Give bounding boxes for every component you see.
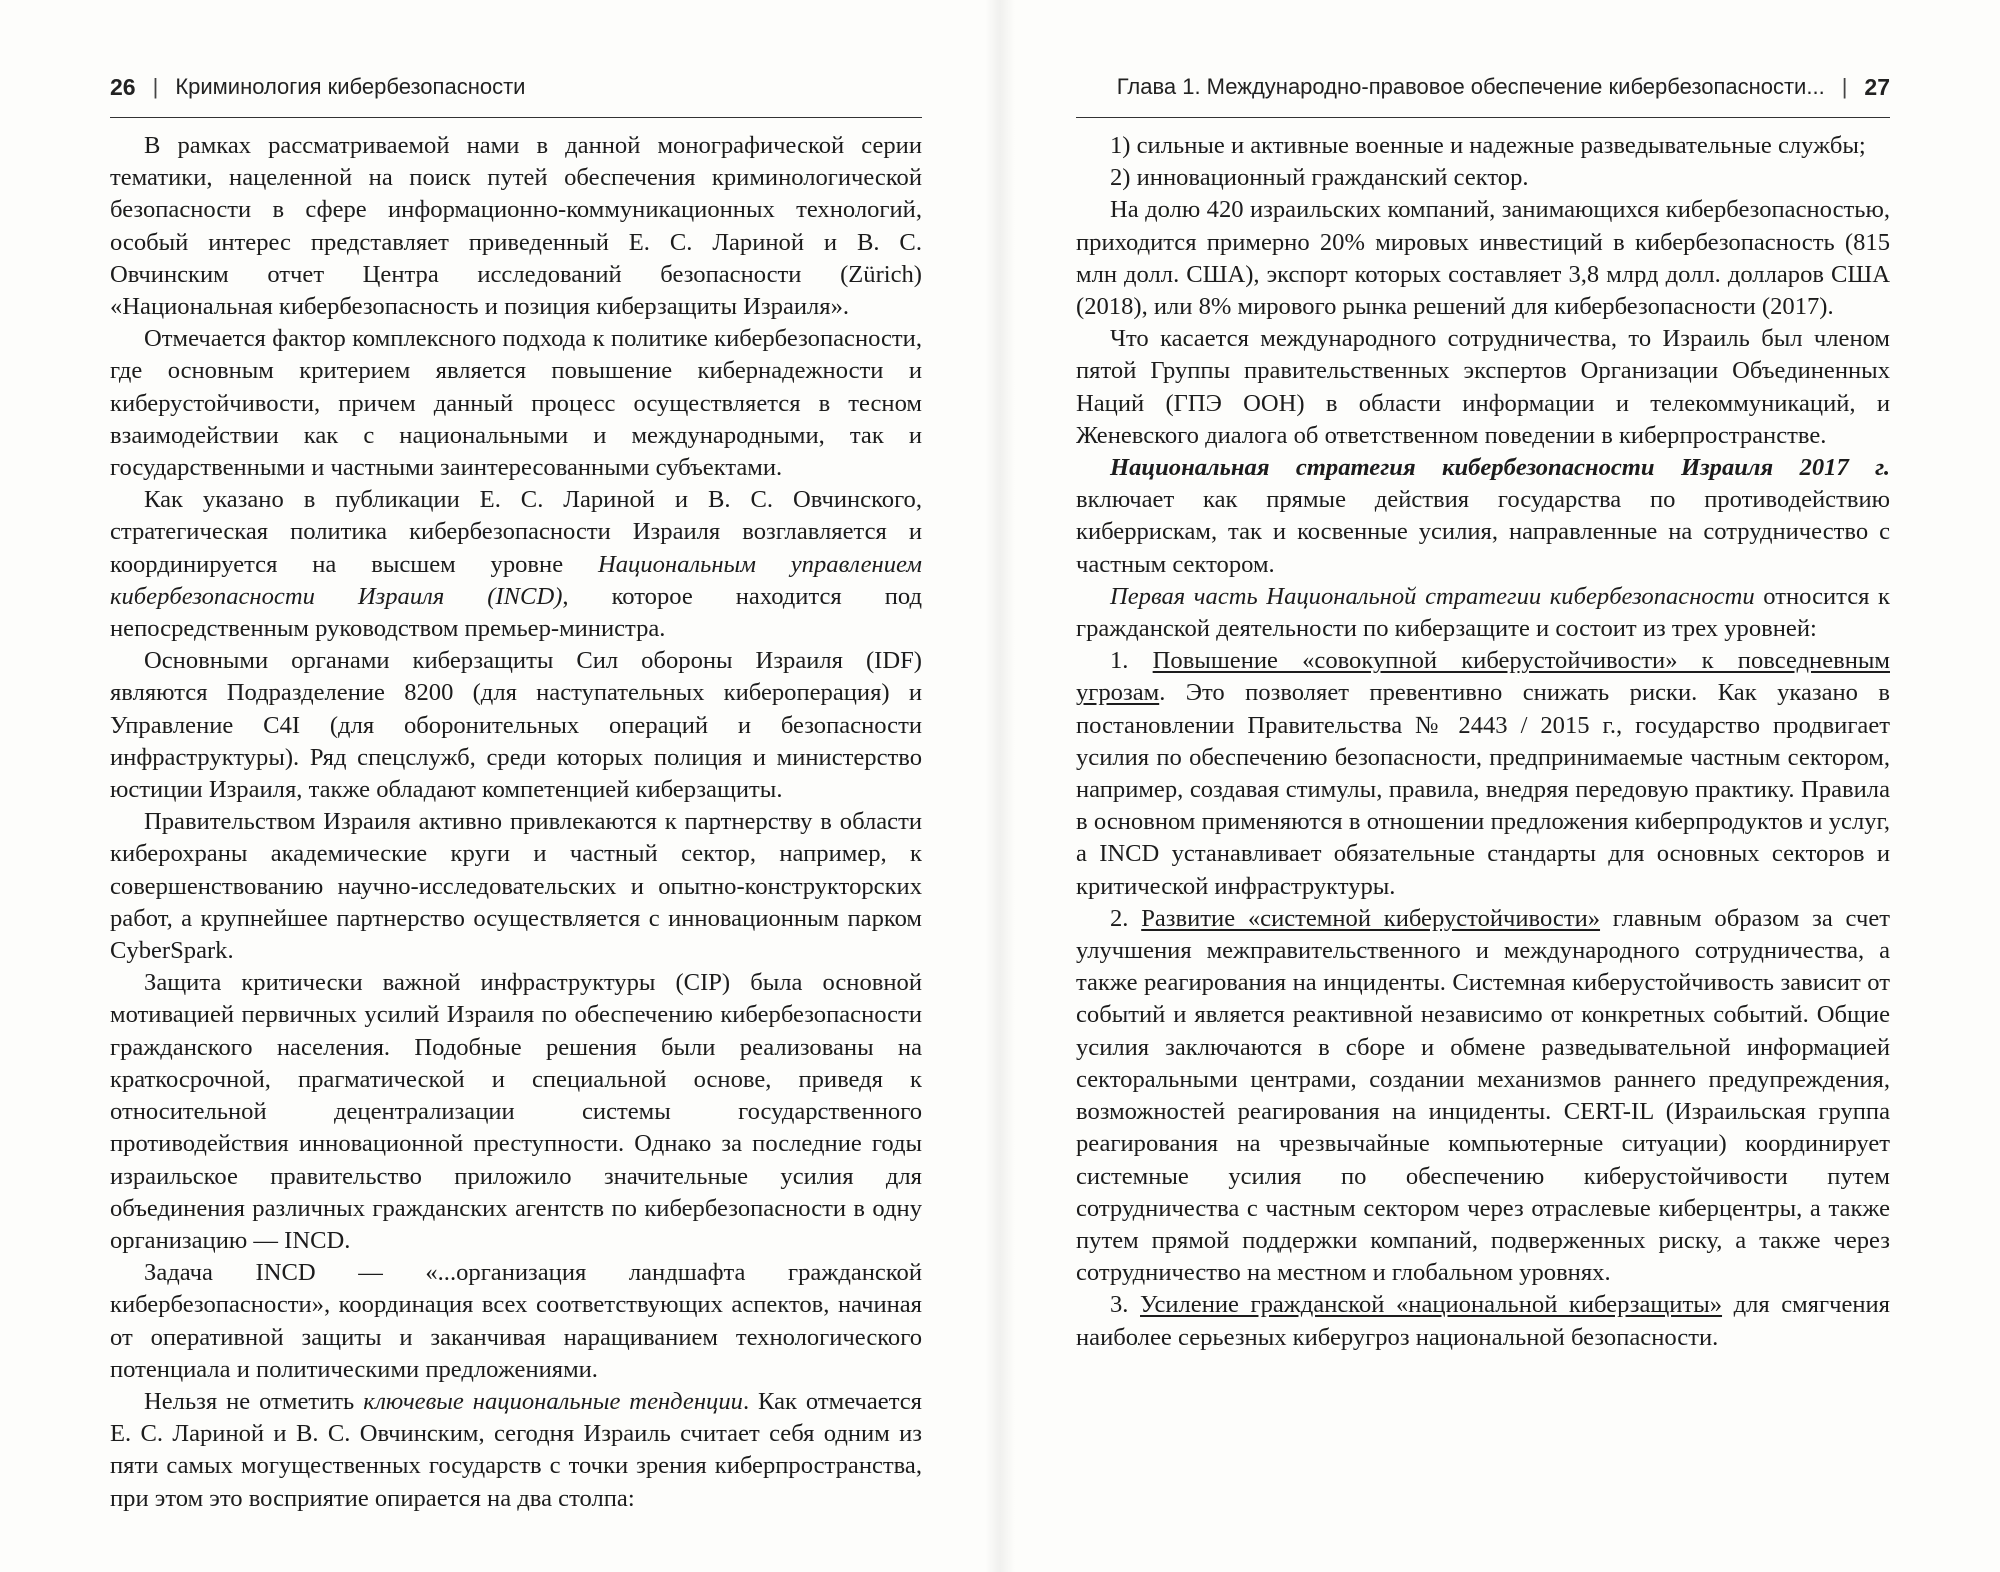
paragraph: Правительством Израиля активно привлекаются к партнерству в области киберохраны академические круги и частный сектор, например, к совершенствованию научно-исследовательских и опытно-конструкторских работ, а крупнейшее партнерство осуществляется с инновационным парком CyberSpark. (110, 808, 922, 965)
text-run: Как указано в публикации Е. С. Лариной и В. С. Овчинского, стратегическая политика кибербезопасности Израиля возглавляется и координируется на высшем уровне (110, 486, 922, 578)
underlined-term: Развитие «системной киберустойчивости» (1141, 904, 1601, 932)
italic-term: ключевые национальные тенденции (363, 1387, 743, 1415)
right-running-header (1076, 74, 1890, 118)
paragraph: На долю 420 израильских компаний, занимающихся кибербезопасностью, приходится примерно 20% мировых инвестиций в кибербезопасность (815 млн долл. США), экспорт которых составляет 3,8 млрд долл. долларов США (2018), или 8% мирового рынка решений для кибербезопасности (2017). (1076, 196, 1890, 321)
text-run: . Это позволяет превентивно снижать риски. Как указано в постановлении Правительства № 2443 / 2015 г., государство продвигает усилия по обеспечению безопасности, предпринимаемые частным сектором, например, создавая стимулы, правила, внедряя передовую практику. Правила в основном применяются в отношении предложения киберпродуктов и услуг, а INCD устанавливает обязательные стандарты для основных секторов и критической инфраструктуры. (1076, 679, 1890, 900)
italic-term: Первая часть Национальной стратегии кибербезопасности (1110, 582, 1755, 610)
text-run: Нельзя не отметить (144, 1387, 364, 1415)
right-page-body (1076, 130, 1890, 1354)
paragraph (1076, 581, 1890, 645)
right-page-number: 27 (1864, 74, 1890, 100)
text-run: относится к гражданской деятельности по киберзащите и состоит из трех уровней: (1076, 582, 1890, 643)
list-item: 1) сильные и активные военные и надежные разведывательные службы; (1110, 132, 1866, 159)
list-item: 2) инновационный гражданский сектор. (1110, 164, 1529, 192)
paragraph: Отмечается фактор комплексного подхода к политике кибербезопасности, где основным критерием является повышение кибернадежности и киберустойчивости, причем данный процесс осуществляется в тесном взаимодействии как с национальными и международными, так и государственными и частными заинтересованными субъектами. (110, 325, 922, 482)
level-number: 2. (1110, 904, 1129, 932)
paragraph: Задача INCD — «...организация ландшафта гражданской кибербезопасности», координация всех соответствующих аспектов, начиная от оперативной защиты и заканчивая наращиванием технологического потенциала и политическими предложениями. (110, 1259, 922, 1383)
left-running-header (110, 74, 922, 118)
italic-term: Национальным управлением кибербезопасности Израиля (INCD) (110, 550, 922, 610)
paragraph: Защита критически важной инфраструктуры (CIP) была основной мотивацией первичных усилий Израиля по обеспечению кибербезопасности гражданского населения. Подобные решения были реализованы на краткосрочной, прагматической и специальной основе, приведя к относительной децентрализации системы государственного противодействия инновационной преступности. Однако за последние годы израильское правительство приложило значительные усилия для объединения различных гражданских агентств по кибербезопасности в одну организацию — INCD. (110, 969, 922, 1254)
text-run: включает как прямые действия государства по противодействию киберрискам, так и косвенные усилия, направленные на сотрудничество с частным сектором. (1076, 486, 1890, 578)
left-page-body (110, 130, 922, 1515)
underlined-term: Усиление гражданской «национальной киберзащиты» (1140, 1291, 1723, 1319)
header-separator: | (152, 74, 159, 99)
level-item-3 (1076, 1289, 1890, 1353)
paragraph (110, 1386, 922, 1515)
level-item-1 (1076, 645, 1890, 903)
level-number: 1. (1110, 647, 1129, 675)
level-item-2 (1076, 903, 1890, 1289)
text-run: главным образом за счет улучшения межправительственного и международного сотрудничества, а также реагирования на инциденты. Системная киберустойчивость зависит от событий и является реактивной независимо от конкретных событий. Общие усилия заключаются в сборе и обмене разведывательной информацией секторальными центрами, создании механизмов раннего предупреждения, возможностей реагирования на инциденты. CERT-IL (Израильская группа реагирования на чрезвычайные компьютерные ситуации) координирует системные усилия по обеспечению киберустойчивости путем сотрудничества с частным сектором через отраслевые киберцентры, а также путем прямой поддержки компаний, подверженных риску, а также через сотрудничество на местном и глобальном уровнях. (1076, 904, 1890, 1287)
paragraph (1076, 452, 1890, 581)
bold-italic-term: Национальная стратегия кибербезопасности Израиля 2017 г. (1110, 454, 1890, 482)
level-number: 3. (1110, 1291, 1129, 1319)
left-running-head-title: Криминология кибербезопасности (175, 74, 526, 99)
right-running-head-title: Глава 1. Международно-правовое обеспечение кибербезопасности... (1116, 74, 1825, 99)
paragraph: Основными органами киберзащиты Сил обороны Израиля (IDF) являются Подразделение 8200 (для наступательных кибероперация) и Управление C4I (для оборонительных операций и безопасности инфраструктуры). Ряд спецслужб, среди которых полиция и министерство юстиции Израиля, также обладают компетенцией киберзащиты. (110, 647, 922, 804)
paragraph: В рамках рассматриваемой нами в данной монографической серии тематики, нацеленной на поиск путей обеспечения криминологической безопасности в сфере информационно-коммуникационных технологий, особый интерес представляет приведенный Е. С. Лариной и В. С. Овчинским отчет Центра исследований безопасности (Zürich) «Национальная кибербезопасность и позиция киберзащиты Израиля». (110, 132, 922, 321)
text-run: . Как отмечается Е. С. Лариной и В. С. Овчинским, сегодня Израиль считает себя одним из пяти самых могущественных государств с точки зрения киберпространства, при этом это восприятие опирается на два столпа: (110, 1387, 922, 1512)
text-run: для смягчения наиболее серьезных киберугроз национальной безопасности. (1076, 1291, 1890, 1351)
right-page (1000, 0, 2000, 1572)
underlined-term: Повышение «совокупной киберустойчивости» к повседневным угрозам (1076, 647, 1890, 707)
left-page-number: 26 (110, 74, 136, 100)
paragraph: Что касается международного сотрудничества, то Израиль был членом пятой Группы правительственных экспертов Организации Объединенных Наций (ГПЭ ООН) в области информации и телекоммуникаций, и Женевского диалога об ответственном поведении в киберпространстве. (1076, 325, 1890, 449)
text-run: , которое находится под непосредственным руководством премьер-министра. (110, 582, 922, 643)
paragraph (110, 484, 922, 645)
header-separator: | (1841, 74, 1848, 99)
